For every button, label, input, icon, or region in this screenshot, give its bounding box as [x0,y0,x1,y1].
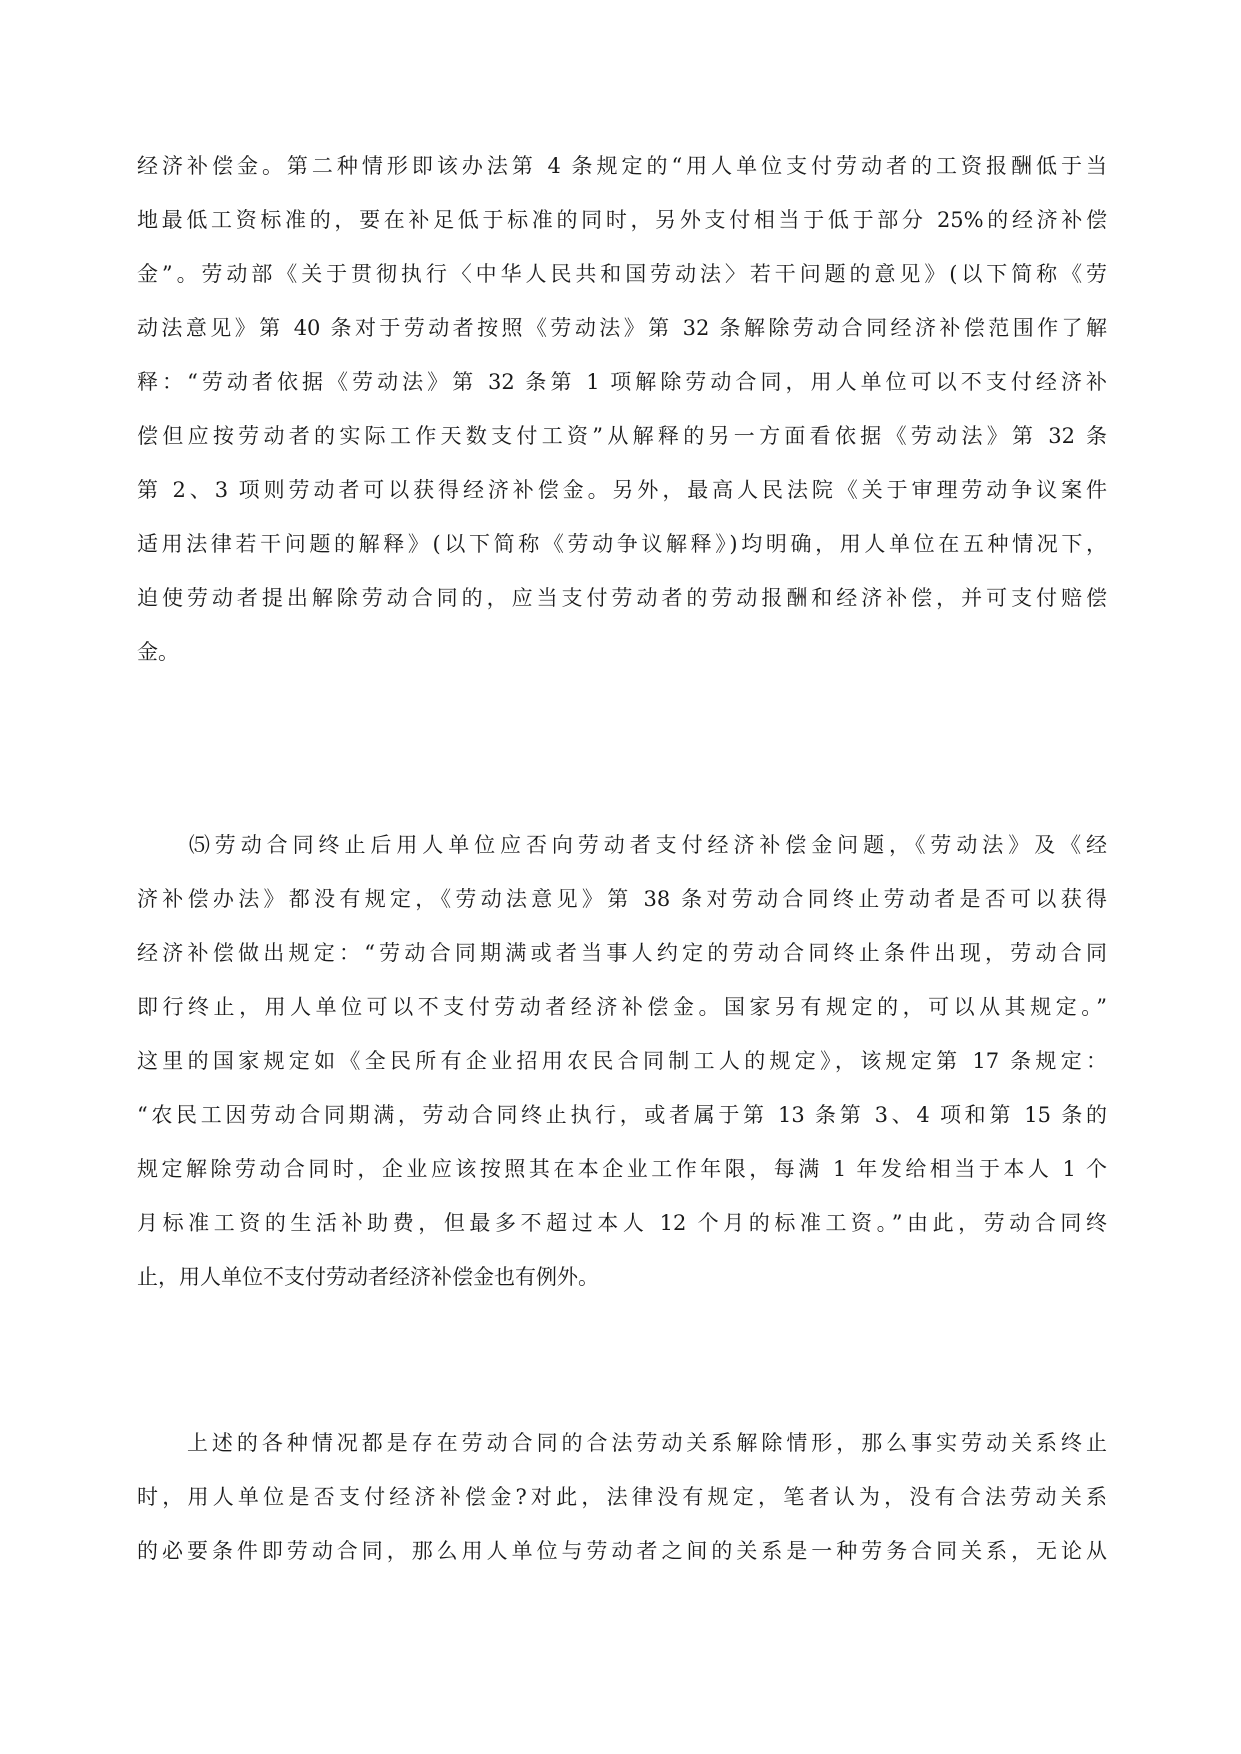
text-line: 适用法律若干问题的解释》(以下简称《劳动争议解释》)均明确，用人单位在五种情况下， [137,532,1107,556]
text-line: “农民工因劳动合同期满，劳动合同终止执行，或者属于第 13 条第 3、4 项和第 15 条的 [137,1103,1107,1127]
text-line: 上述的各种情况都是存在劳动合同的合法劳动关系解除情形，那么事实劳动关系终止 [137,1431,1107,1455]
paragraph-2 [137,818,1107,1304]
text-line: 经济补偿金。第二种情形即该办法第 4 条规定的“用人单位支付劳动者的工资报酬低于当 [137,154,1107,178]
text-line: 这里的国家规定如《全民所有企业招用农民合同制工人的规定》，该规定第 17 条规定： [137,1049,1107,1073]
paragraph-1 [137,139,1107,679]
text-line: 月标准工资的生活补助费，但最多不超过本人 12 个月的标准工资。”由此，劳动合同终 [137,1211,1107,1235]
text-line: 金”。劳动部《关于贯彻执行〈中华人民共和国劳动法〉若干问题的意见》(以下简称《劳 [137,262,1107,286]
text-line: 释：“劳动者依据《劳动法》第 32 条第 1 项解除劳动合同，用人单位可以不支付经济补 [137,370,1107,394]
text-line: 动法意见》第 40 条对于劳动者按照《劳动法》第 32 条解除劳动合同经济补偿范围作了解 [137,316,1107,340]
text-line: ⑸劳动合同终止后用人单位应否向劳动者支付经济补偿金问题，《劳动法》及《经 [137,833,1107,857]
text-line: 规定解除劳动合同时，企业应该按照其在本企业工作年限，每满 1 年发给相当于本人 1 个 [137,1157,1107,1181]
text-line: 偿但应按劳动者的实际工作天数支付工资”从解释的另一方面看依据《劳动法》第 32 条 [137,424,1107,448]
text-line: 即行终止，用人单位可以不支付劳动者经济补偿金。国家另有规定的，可以从其规定。” [137,995,1107,1019]
text-line: 时，用人单位是否支付经济补偿金?对此，法律没有规定，笔者认为，没有合法劳动关系 [137,1485,1107,1509]
text-line: 地最低工资标准的，要在补足低于标准的同时，另外支付相当于低于部分 25%的经济补偿 [137,208,1107,232]
text-line: 金。 [137,640,179,664]
text-line: 第 2、3 项则劳动者可以获得经济补偿金。另外，最高人民法院《关于审理劳动争议案件 [137,478,1107,502]
text-line: 的必要条件即劳动合同，那么用人单位与劳动者之间的关系是一种劳务合同关系，无论从 [137,1539,1107,1563]
paragraph-3 [137,1416,1107,1578]
text-line: 迫使劳动者提出解除劳动合同的，应当支付劳动者的劳动报酬和经济补偿，并可支付赔偿 [137,586,1107,610]
text-line: 止，用人单位不支付劳动者经济补偿金也有例外。 [137,1265,599,1289]
text-line: 经济补偿做出规定：“劳动合同期满或者当事人约定的劳动合同终止条件出现，劳动合同 [137,941,1107,965]
text-line: 济补偿办法》都没有规定，《劳动法意见》第 38 条对劳动合同终止劳动者是否可以获得 [137,887,1107,911]
